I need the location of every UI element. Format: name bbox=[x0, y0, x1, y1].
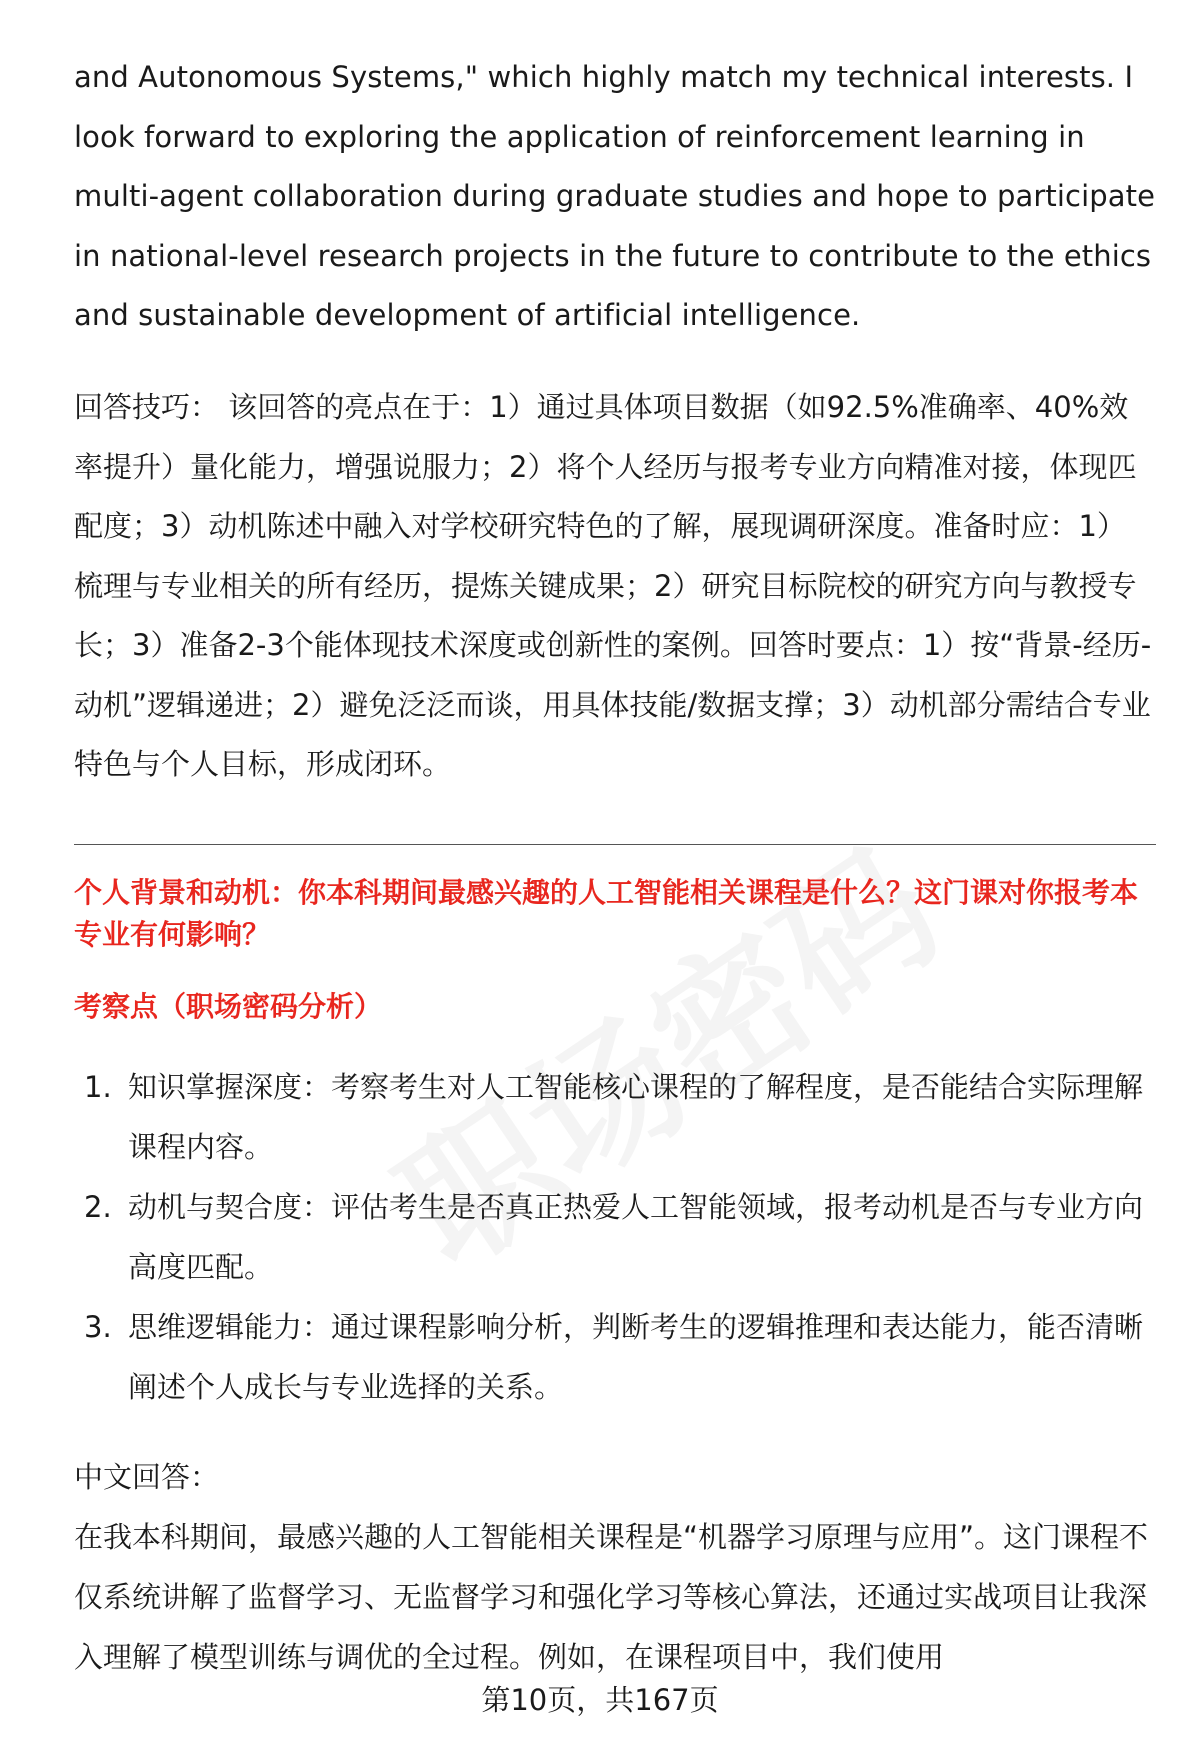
section-title: 考察点（职场密码分析） bbox=[74, 990, 383, 1023]
answer-body: 在我本科期间，最感兴趣的人工智能相关课程是“机器学习原理与应用”。这门课程不仅系统讲解了监督学习、无监督学习和强化学习等核心算法，还通过实战项目让我深入理解了模型训练与调优的全过程。例如，在课程项目中，我们使用 bbox=[74, 1520, 1149, 1674]
list-number: 2. bbox=[84, 1190, 112, 1224]
evaluation-points-list bbox=[74, 1057, 1154, 1417]
question-heading: 个人背景和动机：你本科期间最感兴趣的人工智能相关课程是什么？这门课对你报考本专业有何影响？ bbox=[74, 876, 1139, 951]
answer-tips-paragraph: 回答技巧： 该回答的亮点在于：1）通过具体项目数据（如92.5%准确率、40%效率提升）量化能力，增强说服力；2）将个人经历与报考专业方向精准对接，体现匹配度；3）动机陈述中融入对学校研究特色的了解，展现调研深度。准备时应：1）梳理与专业相关的所有经历，提炼关键成果；2）研究目标院校的研究方向与教授专长；3）准备2-3个能体现技术深度或创新性的案例。回答时要点：1）按“背景-经历-动机”逻辑递进；2）避免泛泛而谈，用具体技能/数据支撑；3）动机部分需结合专业特色与个人目标，形成闭环。 bbox=[74, 390, 1152, 781]
english-paragraph: and Autonomous Systems," which highly match my technical interests. I look forward to exploring the application of reinforcement learning in multi-agent collaboration during graduate studies and hope to participate in national-level research projects in the future to contribute to the ethics and sustainable development of artificial intelligence. bbox=[74, 60, 1156, 332]
list-item bbox=[74, 1057, 1154, 1177]
list-number: 1. bbox=[84, 1070, 112, 1104]
section-divider bbox=[74, 844, 1156, 845]
answer-label: 中文回答： bbox=[74, 1460, 220, 1494]
page-number-footer: 第10页，共167页 bbox=[481, 1683, 719, 1717]
list-item-text: 知识掌握深度：考察考生对人工智能核心课程的了解程度，是否能结合实际理解课程内容。 bbox=[128, 1070, 1144, 1164]
list-number: 3. bbox=[84, 1310, 112, 1344]
list-item bbox=[74, 1297, 1154, 1417]
list-item-text: 动机与契合度：评估考生是否真正热爱人工智能领域，报考动机是否与专业方向高度匹配。 bbox=[128, 1190, 1144, 1284]
list-item-text: 思维逻辑能力：通过课程影响分析，判断考生的逻辑推理和表达能力，能否清晰阐述个人成长与专业选择的关系。 bbox=[128, 1310, 1144, 1404]
list-item bbox=[74, 1177, 1154, 1297]
